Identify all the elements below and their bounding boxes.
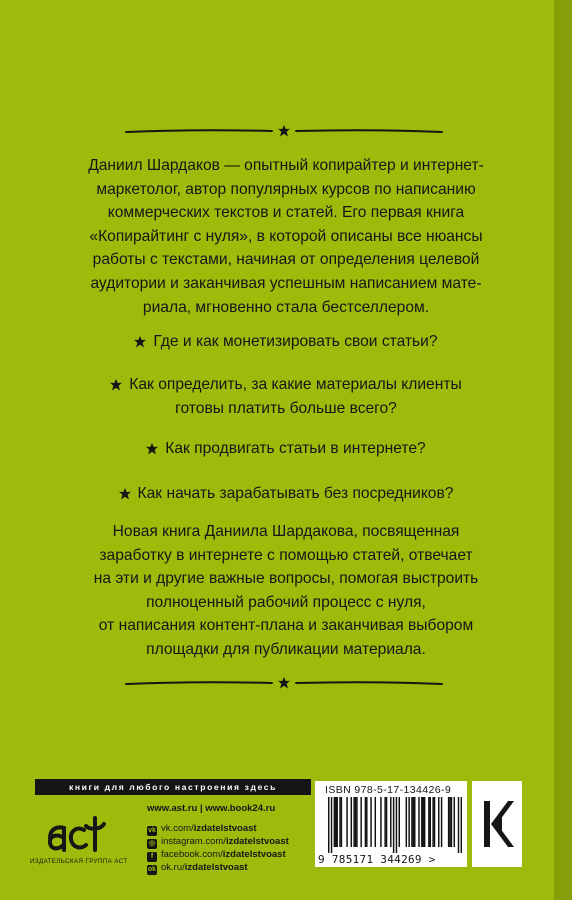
text-line: Новая книга Даниила Шардакова, посвященная (112, 523, 460, 540)
author-description (48, 154, 524, 319)
barcode-bar (384, 797, 385, 847)
star-bullet-icon (119, 488, 131, 500)
publisher-name: ИЗДАТЕЛЬСКАЯ ГРУППА АСТ (30, 858, 128, 865)
publisher-k-logo (472, 781, 522, 867)
barcode-bar (430, 797, 431, 847)
text-line: риала, мгновенно стала бестселлером. (142, 298, 430, 316)
barcode-bar (423, 797, 424, 847)
barcode-bar (434, 797, 435, 847)
ast-logo (40, 810, 108, 861)
question-text: Как продвигать статьи в интернете? (165, 440, 426, 457)
barcode-bar (421, 797, 422, 847)
text-line: заработку в интернете с помощью статей, отвечает (99, 546, 473, 564)
book-summary (48, 520, 524, 662)
text-line: полноценный рабочий процесс с нуля, (146, 593, 426, 611)
spine-edge (554, 0, 572, 900)
social-link-facebook[interactable]: f facebook.com/izdatelstvoast (147, 849, 289, 862)
star-bullet-icon (134, 336, 146, 348)
barcode-bar (360, 797, 361, 847)
star-bullet-icon (146, 443, 158, 455)
barcode-bar (411, 797, 412, 847)
barcode-bar (454, 797, 455, 847)
barcode-bar (336, 797, 337, 847)
barcode-bar (451, 797, 452, 847)
divider-top (124, 124, 444, 138)
barcode-bar (461, 797, 462, 853)
social-link-odnoklassniki[interactable]: ok ok.ru/izdatelstvoast (147, 862, 248, 873)
barcode-bar (335, 797, 336, 847)
barcode-bar (375, 797, 376, 847)
text-line: площадки для публикации материала. (146, 640, 426, 658)
barcode-bar (432, 797, 433, 847)
text-line: на эти и другие важные вопросы, помогая выстроить (93, 570, 479, 588)
isbn-text: ISBN 978-5-17-134426-9 (325, 784, 452, 796)
barcode-bar (351, 797, 352, 847)
question-text: Как определить, за какие материалы клиенты (129, 376, 462, 393)
text-line: «Копирайтинг с нуля», в которой описаны все нюансы (89, 227, 483, 245)
question-4 (30, 482, 542, 506)
barcode-bar (413, 797, 414, 847)
barcode-bar (438, 797, 439, 847)
text-line: маркетолог, автор популярных курсов по написанию (96, 180, 476, 198)
text-line: работы с текстами, начиная от определения целевой (92, 251, 480, 269)
question-1 (30, 330, 542, 354)
question-text: Как начать зарабатывать без посредников? (137, 485, 454, 502)
barcode-bar (414, 797, 415, 847)
vk-icon: vk (148, 827, 156, 834)
barcode-bar (390, 797, 391, 847)
barcode-bar (339, 797, 340, 847)
barcode-bar (386, 797, 387, 847)
barcode-bar (448, 797, 449, 847)
barcode-bar (346, 797, 347, 847)
barcode-bar (396, 797, 397, 853)
text-line: Даниил Шардаков — опытный копирайтер и интернет- (88, 157, 484, 174)
social-link-instagram[interactable]: ◎ instagram.com/izdatelstvoast (148, 836, 289, 847)
barcode-bar (341, 797, 342, 847)
social-link-vk[interactable]: vk vk.com/izdatelstvoast (148, 823, 257, 834)
barcode-bar (334, 797, 335, 847)
text-line: коммерческих текстов и статей. Его первая книга (107, 204, 465, 222)
barcode-bar (441, 797, 442, 847)
barcode-bar (380, 797, 381, 847)
barcode-bar (406, 797, 407, 847)
facebook-icon: f (147, 852, 157, 862)
barcode-bar (424, 797, 425, 847)
question-text: Где и как монетизировать свои статьи? (153, 333, 438, 350)
barcode-bar (366, 797, 367, 847)
question-2 (30, 373, 542, 420)
barcode-bar (428, 797, 429, 847)
barcode-bar (356, 797, 357, 847)
barcode-bar (370, 797, 371, 847)
barcode-bar (449, 797, 450, 847)
instagram-icon: ◎ (148, 840, 156, 847)
question-text: готовы платить больше всего? (175, 399, 397, 417)
barcode-bar (365, 797, 366, 847)
barcode-bar (408, 797, 409, 847)
text-line: от написания контент-плана и заканчивая выбором (98, 617, 474, 635)
website-links[interactable]: www.ast.ru | www.book24.ru (147, 803, 276, 814)
barcode-bar (458, 797, 459, 853)
barcode-bar (331, 797, 332, 853)
barcode-bar (355, 797, 356, 847)
social-links (147, 823, 289, 875)
barcode-bar (399, 797, 400, 847)
barcode-bar (328, 797, 329, 853)
ean-number: 9 785171 344269 > (318, 853, 436, 866)
star-bullet-icon (110, 379, 122, 391)
barcode-image (328, 797, 462, 853)
divider-bottom (124, 676, 444, 690)
text-line: аудитории и заканчивая успешным написанием мате- (90, 274, 482, 292)
barcode-bar (393, 797, 394, 853)
odnoklassniki-icon: ok (147, 866, 157, 873)
barcode-bar (418, 797, 419, 847)
question-3 (30, 437, 542, 461)
barcode-bar (353, 797, 354, 847)
tagline-bar: книги для любого настроения здесь (35, 779, 311, 795)
